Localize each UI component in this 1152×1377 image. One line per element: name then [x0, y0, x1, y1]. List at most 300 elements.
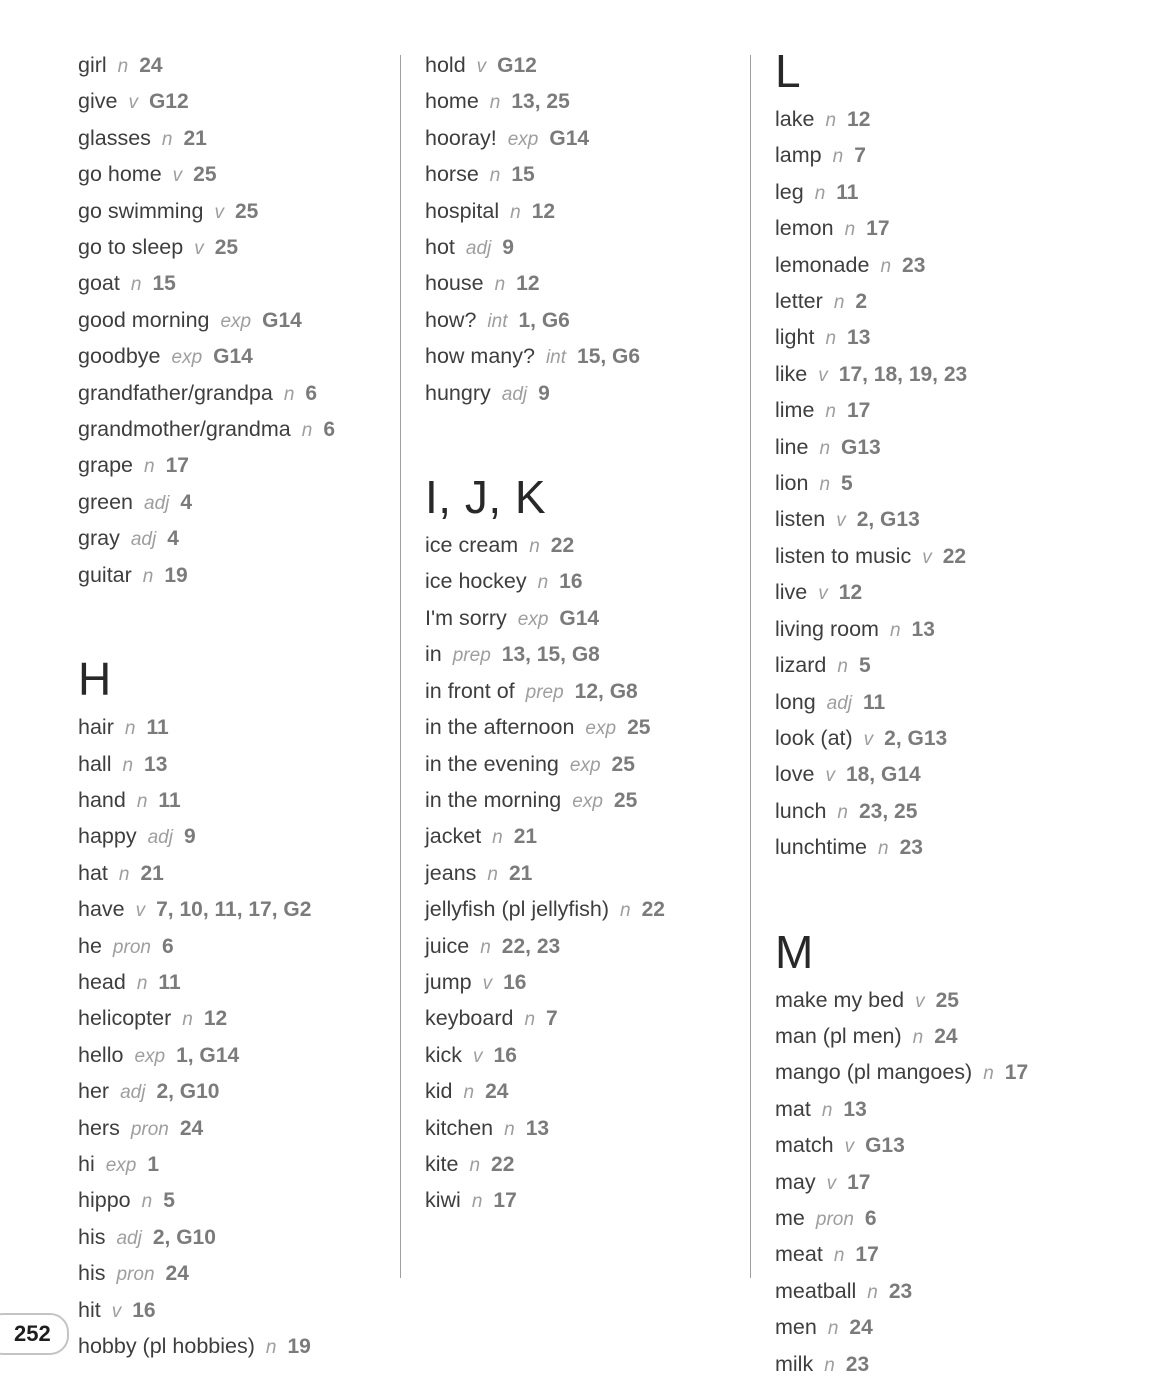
entry-word: go home — [78, 162, 162, 187]
entry-pos: n — [524, 1009, 536, 1031]
entry-pos: v — [825, 765, 835, 787]
entry-pos: n — [819, 474, 831, 496]
entry-word: kick — [425, 1042, 463, 1067]
entry-pages: 12 — [531, 199, 556, 223]
entry-word: house — [425, 271, 484, 296]
entry-pos: v — [194, 238, 204, 260]
entry-row — [425, 230, 665, 266]
entry-pages: 24 — [165, 1262, 189, 1286]
entry-pages: G14 — [549, 126, 590, 150]
entry-pages: 22 — [942, 544, 967, 568]
entry-row — [425, 1038, 665, 1074]
entry-row — [425, 783, 665, 819]
entry-row — [425, 1183, 665, 1219]
entry-row — [78, 521, 335, 557]
entry-pos: exp — [105, 1154, 137, 1176]
entry-word: have — [78, 897, 125, 922]
entry-pos: v — [172, 165, 183, 187]
entry-word: ice hockey — [425, 569, 527, 594]
entry-word: meatball — [775, 1278, 857, 1303]
entry-word: in — [425, 642, 442, 667]
entry-row — [78, 84, 335, 120]
entry-word: horse — [425, 162, 479, 187]
entry-word: grandfather/grandpa — [78, 380, 273, 405]
entry-row — [78, 303, 335, 339]
column-divider — [750, 55, 751, 1278]
entry-word: grandmother/grandma — [78, 417, 291, 442]
entry-pos: pron — [130, 1118, 169, 1140]
entry-word: hit — [78, 1297, 101, 1322]
entry-row — [425, 747, 665, 783]
entry-pages: 6 — [161, 934, 174, 958]
entry-word: long — [775, 689, 816, 714]
entry-word: jacket — [425, 824, 482, 849]
section-heading: H — [78, 653, 112, 706]
entry-row — [425, 48, 665, 84]
entry-pos: v — [818, 364, 828, 386]
entry-word: lemonade — [775, 252, 870, 277]
entry-row — [425, 929, 665, 965]
entry-pages: 17 — [855, 1243, 879, 1267]
entry-row — [775, 393, 1028, 429]
entry-word: green — [78, 489, 133, 514]
entry-pages: 7 — [854, 144, 866, 168]
entry-row — [425, 674, 665, 710]
entry-row — [78, 339, 335, 375]
entry-word: girl — [78, 53, 107, 77]
entry-pos: n — [824, 1354, 835, 1376]
entry-word: listen to music — [775, 543, 912, 568]
entry-row — [425, 710, 665, 746]
entry-pos: pron — [112, 936, 151, 958]
entry-pages: 5 — [858, 654, 871, 678]
entry-row — [775, 502, 1028, 538]
entry-word: lake — [775, 107, 815, 131]
entry-pages: 17 — [866, 217, 890, 241]
entry-pos: n — [117, 56, 129, 77]
entry-pages: 24 — [934, 1024, 958, 1048]
entry-pos: n — [827, 1318, 839, 1340]
entry-row — [78, 892, 335, 928]
section-heading: I, J, K — [425, 471, 547, 524]
entry-word: his — [78, 1261, 106, 1286]
entry-pos: n — [265, 1337, 277, 1358]
entry-row — [78, 485, 335, 521]
entry-pages: 17 — [847, 399, 871, 423]
entry-pos: adj — [826, 692, 853, 714]
entry-row — [775, 466, 1028, 502]
entry-pos: n — [122, 754, 134, 776]
entry-pos: n — [880, 255, 892, 277]
entry-pos: v — [111, 1300, 122, 1322]
entry-pos: prep — [525, 681, 564, 703]
entry-row — [78, 783, 335, 819]
entry-word: lamp — [775, 143, 822, 168]
entry-pages: G12 — [497, 54, 537, 77]
entry-pages: G12 — [148, 90, 189, 114]
entry-word: milk — [775, 1351, 814, 1376]
entry-word: lemon — [775, 216, 834, 241]
entry-row — [78, 376, 335, 412]
entry-pages: 9 — [183, 825, 196, 849]
entry-pages: 23 — [899, 836, 923, 860]
entry-word: letter — [775, 289, 823, 314]
entry-pages: 13 — [144, 752, 168, 776]
entry-word: grape — [78, 453, 133, 478]
entry-pages: 19 — [164, 563, 188, 587]
entry-row — [78, 157, 335, 193]
entry-pos: n — [878, 838, 889, 860]
entry-row — [78, 710, 335, 746]
entry-word: live — [775, 580, 808, 605]
entry-row — [775, 1347, 1028, 1377]
entry-pages: 4 — [167, 527, 179, 551]
entry-word: give — [78, 89, 118, 114]
entry-row — [425, 819, 665, 855]
entry-pages: 12 — [847, 108, 871, 131]
column-divider — [400, 55, 401, 1278]
entry-pos: pron — [815, 1208, 854, 1230]
entry-pos: exp — [134, 1045, 166, 1067]
entry-pages: 2, G13 — [856, 508, 920, 532]
entry-pages: 15, G6 — [577, 345, 641, 369]
entry-pos: n — [837, 801, 848, 823]
entry-pos: adj — [144, 492, 170, 514]
entry-pages: 24 — [139, 54, 163, 77]
entry-pages: 5 — [841, 472, 853, 496]
entry-pages: 16 — [493, 1043, 517, 1067]
entry-row — [425, 303, 665, 339]
glossary-column-3 — [775, 0, 1028, 1377]
entry-pages: 25 — [935, 988, 959, 1012]
entry-word: lion — [775, 471, 809, 496]
entry-word: like — [775, 361, 808, 386]
entry-row — [775, 983, 1028, 1019]
entry-pos: prep — [452, 645, 491, 667]
entry-pos: n — [489, 165, 501, 187]
entry-word: hair — [78, 715, 114, 740]
entry-row — [78, 965, 335, 1001]
entry-pages: 12 — [838, 581, 863, 605]
entry-pages: 21 — [513, 825, 538, 849]
entry-word: hello — [78, 1042, 124, 1067]
entry-pos: n — [471, 1191, 483, 1213]
entry-row — [425, 892, 665, 928]
entry-pos: n — [832, 146, 844, 168]
entry-pages: 9 — [538, 381, 550, 405]
entry-pos: v — [922, 546, 932, 568]
entry-row — [775, 1128, 1028, 1164]
entry-pages: 5 — [163, 1189, 175, 1213]
entry-pages: 7 — [546, 1007, 558, 1031]
entry-word: glasses — [78, 125, 151, 150]
entry-row — [425, 637, 665, 673]
entry-pos: n — [889, 619, 901, 641]
entry-pos: n — [537, 572, 549, 594]
entry-pos: v — [915, 990, 925, 1012]
entry-word: kid — [425, 1079, 453, 1104]
entry-word: go swimming — [78, 198, 204, 223]
entry-word: in the evening — [425, 751, 559, 776]
entry-word: hippo — [78, 1188, 131, 1213]
entry-row — [775, 320, 1028, 356]
entry-pos: exp — [569, 754, 601, 776]
entry-word: match — [775, 1133, 834, 1158]
entry-row — [78, 1038, 335, 1074]
entry-row — [775, 1310, 1028, 1346]
entry-pages: G13 — [841, 435, 881, 459]
entry-pos: v — [476, 56, 487, 77]
entry-row — [78, 558, 335, 594]
entry-word: may — [775, 1169, 816, 1194]
entry-row — [775, 1237, 1028, 1273]
entry-row — [78, 747, 335, 783]
entry-word: he — [78, 933, 102, 958]
entry-pos: n — [182, 1009, 193, 1031]
entry-pos: n — [620, 900, 631, 922]
entry-row — [775, 102, 1028, 138]
glossary-section — [775, 45, 1028, 867]
entry-word: happy — [78, 824, 137, 849]
entry-word: hand — [78, 787, 126, 812]
entry-word: ice cream — [425, 533, 519, 558]
entry-pos: v — [482, 972, 493, 994]
entry-pages: 23 — [888, 1279, 913, 1303]
entry-pages: 13, 15, G8 — [501, 643, 600, 667]
entry-row — [775, 648, 1028, 684]
entry-pages: 16 — [503, 970, 527, 994]
entry-pos: n — [136, 972, 148, 994]
entry-word: kiwi — [425, 1188, 461, 1213]
entry-pos: n — [130, 274, 142, 296]
entry-pos: int — [487, 310, 508, 332]
entry-pages: 2, G13 — [884, 726, 948, 750]
entry-word: lime — [775, 398, 815, 423]
entry-word: home — [425, 89, 479, 114]
entry-pos: n — [118, 863, 130, 885]
entry-row — [78, 412, 335, 448]
entry-word: her — [78, 1079, 110, 1104]
entry-row — [78, 1293, 335, 1329]
entry-pages: 13, 25 — [511, 90, 570, 114]
entry-row — [78, 929, 335, 965]
entry-pages: 12, G8 — [574, 679, 638, 703]
entry-row — [775, 1055, 1028, 1091]
entry-pos: n — [283, 383, 295, 405]
entry-pages: 17 — [847, 1170, 871, 1194]
page-number: 252 — [14, 1321, 51, 1346]
entry-pages: 24 — [485, 1080, 509, 1104]
entry-pos: n — [301, 420, 313, 442]
entry-row — [78, 230, 335, 266]
entry-pages: G14 — [559, 606, 600, 630]
entry-pos: v — [844, 1136, 855, 1158]
entry-row — [775, 539, 1028, 575]
entry-pos: n — [825, 110, 837, 131]
entry-word: in the afternoon — [425, 715, 575, 740]
entry-pos: n — [837, 656, 848, 678]
entry-pages: 25 — [611, 752, 635, 776]
entry-word: hers — [78, 1115, 120, 1140]
entry-pos: n — [983, 1063, 994, 1085]
entry-pages: 21 — [508, 861, 533, 885]
entry-pages: 25 — [214, 236, 239, 260]
entry-row — [425, 339, 665, 375]
entry-row — [775, 175, 1028, 211]
entry-pos: n — [912, 1026, 924, 1048]
entry-row — [775, 357, 1028, 393]
entry-pages: 13 — [525, 1116, 550, 1140]
entry-pages: 4 — [180, 490, 193, 514]
entry-pos: adj — [120, 1082, 146, 1104]
entry-pos: n — [144, 456, 155, 478]
entry-pos: v — [826, 1172, 837, 1194]
entry-pages: 12 — [516, 272, 540, 296]
entry-pos: n — [492, 827, 503, 849]
entry-pos: adj — [147, 827, 173, 849]
glossary-column-1 — [78, 0, 335, 1365]
entry-row — [775, 612, 1028, 648]
entry-pos: n — [844, 219, 856, 241]
entry-pos: exp — [517, 608, 549, 630]
entry-word: hungry — [425, 380, 491, 405]
entry-pages: 13 — [847, 326, 871, 350]
glossary-section — [78, 653, 335, 1365]
entry-pos: n — [504, 1118, 515, 1140]
entry-pos: n — [867, 1281, 878, 1303]
entry-row — [425, 1074, 665, 1110]
entry-pos: n — [814, 182, 826, 204]
entry-word: line — [775, 434, 809, 459]
entry-row — [78, 856, 335, 892]
entry-pos: n — [529, 536, 540, 558]
entry-pages: 24 — [849, 1316, 873, 1340]
entry-row — [775, 284, 1028, 320]
entry-pos: n — [489, 92, 501, 114]
entry-word: go to sleep — [78, 235, 184, 260]
entry-row — [775, 794, 1028, 830]
entry-pos: adj — [501, 383, 528, 405]
entry-row — [425, 84, 665, 120]
entry-word: hold — [425, 53, 466, 77]
entry-pos: n — [480, 936, 491, 958]
entry-pages: 17 — [493, 1189, 517, 1213]
entry-row — [775, 1019, 1028, 1055]
entry-pages: 17, 18, 19, 23 — [838, 362, 968, 386]
entry-row — [78, 1220, 335, 1256]
entry-pages: 25 — [627, 716, 651, 740]
entry-pages: 23 — [845, 1352, 870, 1376]
entry-pos: v — [818, 583, 828, 605]
entry-pos: exp — [220, 310, 252, 332]
entry-pages: 6 — [305, 381, 318, 405]
entry-word: juice — [425, 933, 470, 958]
entry-pos: v — [836, 510, 846, 532]
entry-pages: 1, G6 — [518, 308, 570, 332]
entry-word: lunchtime — [775, 835, 868, 860]
entry-word: goat — [78, 271, 120, 296]
entry-word: jellyfish (pl jellyfish) — [425, 897, 609, 922]
entry-pos: n — [825, 328, 837, 350]
entry-pages: 16 — [132, 1298, 156, 1322]
entry-row — [78, 1074, 335, 1110]
entry-pages: 23, 25 — [858, 799, 918, 823]
entry-row — [775, 211, 1028, 247]
entry-word: head — [78, 969, 126, 994]
entry-pages: 11 — [863, 690, 886, 714]
entry-pos: n — [124, 718, 136, 740]
entry-pos: exp — [585, 718, 617, 740]
entry-pages: 13 — [843, 1097, 867, 1121]
entry-pages: 22 — [491, 1152, 515, 1176]
entry-word: his — [78, 1224, 106, 1249]
entry-pos: n — [136, 790, 148, 812]
entry-row — [78, 1111, 335, 1147]
entry-word: hooray! — [425, 125, 497, 150]
entry-word: hi — [78, 1151, 95, 1176]
entry-pos: n — [494, 274, 506, 296]
entry-pos: v — [214, 201, 224, 223]
entry-word: goodbye — [78, 344, 161, 369]
entry-word: jeans — [425, 860, 477, 885]
entry-word: jump — [425, 969, 472, 994]
entry-row — [775, 685, 1028, 721]
glossary-column-2 — [425, 0, 665, 1220]
entry-word: living room — [775, 616, 879, 641]
entry-word: good morning — [78, 307, 210, 332]
entry-pages: G14 — [213, 345, 253, 369]
entry-row — [775, 830, 1028, 866]
entry-pages: 23 — [902, 253, 926, 277]
entry-word: hot — [425, 235, 455, 260]
entry-pages: 18, G14 — [845, 763, 921, 787]
entry-pos: n — [833, 1245, 845, 1267]
entry-word: hobby (pl hobbies) — [78, 1334, 255, 1358]
page-number-badge — [0, 1313, 69, 1355]
entry-row — [78, 1329, 335, 1365]
entry-row — [775, 138, 1028, 174]
entry-pages: G13 — [865, 1134, 905, 1158]
entry-row — [775, 430, 1028, 466]
entry-row — [78, 1147, 335, 1183]
entry-pos: adj — [116, 1227, 142, 1249]
entry-row — [425, 157, 665, 193]
entry-row — [425, 194, 665, 230]
entry-pos: adj — [465, 238, 492, 260]
entry-pos: v — [473, 1045, 483, 1067]
entry-row — [775, 1274, 1028, 1310]
entry-row — [78, 121, 335, 157]
entry-pos: n — [142, 565, 154, 587]
entry-pos: n — [833, 292, 845, 314]
entry-word: light — [775, 325, 815, 350]
entry-row — [425, 564, 665, 600]
section-heading: M — [775, 925, 814, 978]
entry-word: kitchen — [425, 1115, 494, 1140]
entry-pos: int — [545, 347, 567, 369]
entry-pages: 17 — [165, 454, 189, 478]
entry-pos: v — [128, 92, 138, 114]
entry-row — [775, 575, 1028, 611]
entry-pos: pron — [116, 1264, 155, 1286]
entry-row — [425, 1111, 665, 1147]
entry-pos: n — [161, 128, 173, 150]
entry-word: kite — [425, 1151, 459, 1176]
entry-pages: 2, G10 — [156, 1080, 220, 1104]
entry-word: lunch — [775, 798, 827, 823]
entry-row — [78, 1256, 335, 1292]
entry-pos: v — [863, 728, 874, 750]
